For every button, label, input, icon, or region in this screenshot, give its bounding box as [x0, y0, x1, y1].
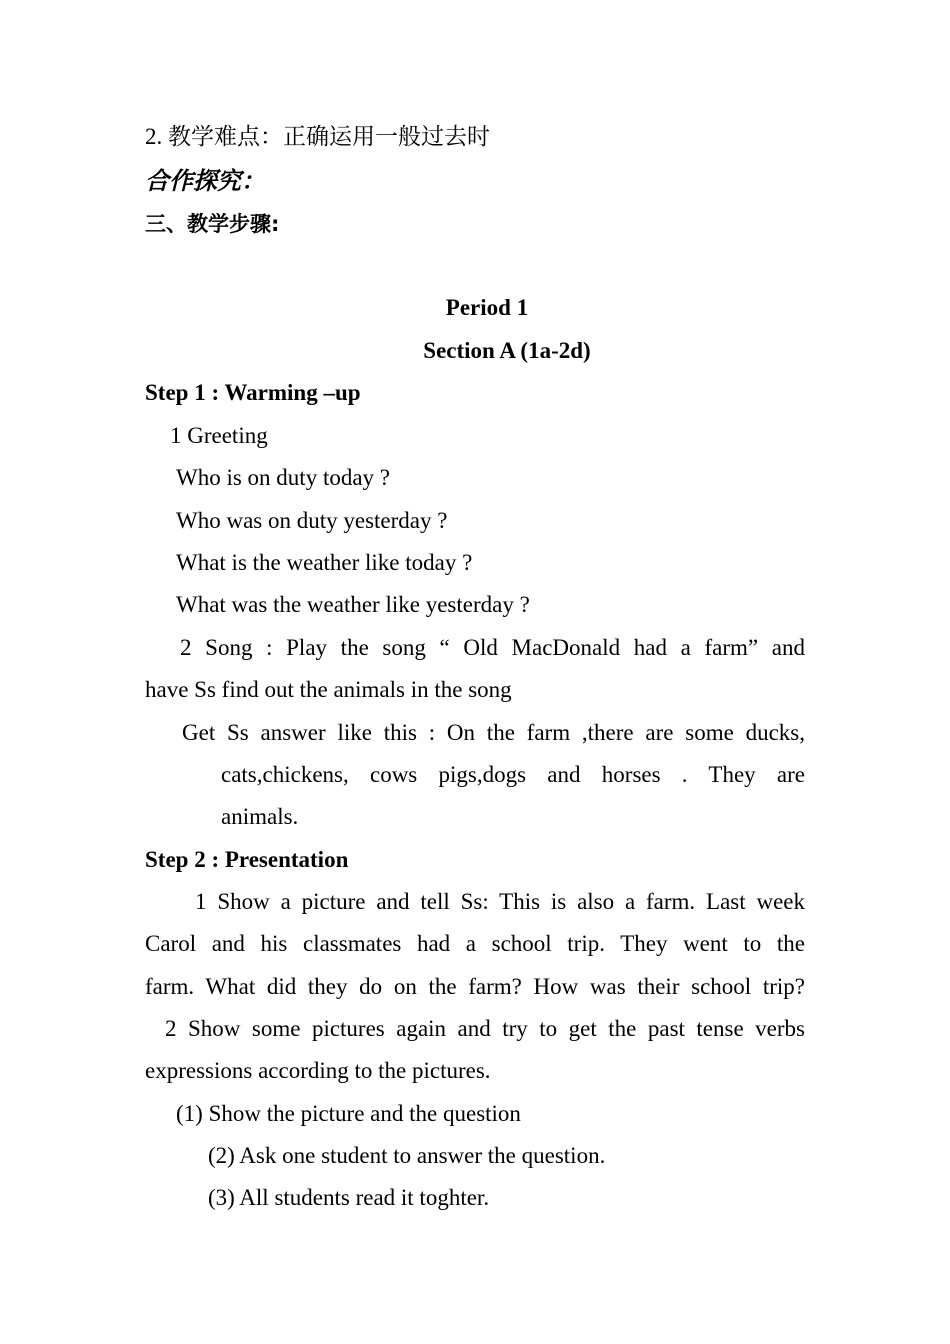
song-line-2: have Ss find out the animals in the song [145, 677, 512, 702]
steps-heading: 三、教学步骤: [145, 212, 280, 236]
sub-step-3: (3) All students read it toghter. [208, 1185, 490, 1210]
period-title: Period 1 [445, 295, 529, 320]
question-line: What is the weather like today ? [176, 550, 473, 575]
question-line: Who was on duty yesterday ? [176, 508, 448, 533]
answer-line-2: cats,chickens, cows pigs,dogs and horses . They are [221, 762, 805, 787]
question-line: Who is on duty today ? [176, 465, 390, 490]
sub-step-2: (2) Ask one student to answer the question. [208, 1143, 606, 1168]
answer-line-3: animals. [221, 804, 299, 829]
step1-heading: Step 1 : Warming –up [145, 380, 361, 405]
presentation-p2-line-2: expressions according to the pictures. [145, 1058, 491, 1083]
question-line: What was the weather like yesterday ? [176, 592, 530, 617]
presentation-p1-line-2: Carol and his classmates had a school trip. They went to the [145, 931, 805, 956]
presentation-p1-line-3: farm. What did they do on the farm? How was their school trip? [145, 974, 805, 999]
difficulty-line: 2. 教学难点：正确运用一般过去时 [145, 124, 490, 149]
answer-line-1: Get Ss answer like this : On the farm ,there are some ducks, [182, 720, 805, 745]
greeting-line: 1 Greeting [170, 423, 268, 448]
cooperation-heading: 合作探究： [145, 167, 265, 195]
step2-heading: Step 2 : Presentation [145, 847, 349, 872]
song-line-1: 2 Song : Play the song “ Old MacDonald had a farm” and [180, 635, 805, 660]
sub-step-1: (1) Show the picture and the question [176, 1101, 521, 1126]
section-title: Section A (1a-2d) [423, 338, 591, 363]
presentation-p1-line-1: 1 Show a picture and tell Ss: This is also a farm. Last week [195, 889, 805, 914]
presentation-p2-line-1: 2 Show some pictures again and try to get the past tense verbs [165, 1016, 805, 1041]
